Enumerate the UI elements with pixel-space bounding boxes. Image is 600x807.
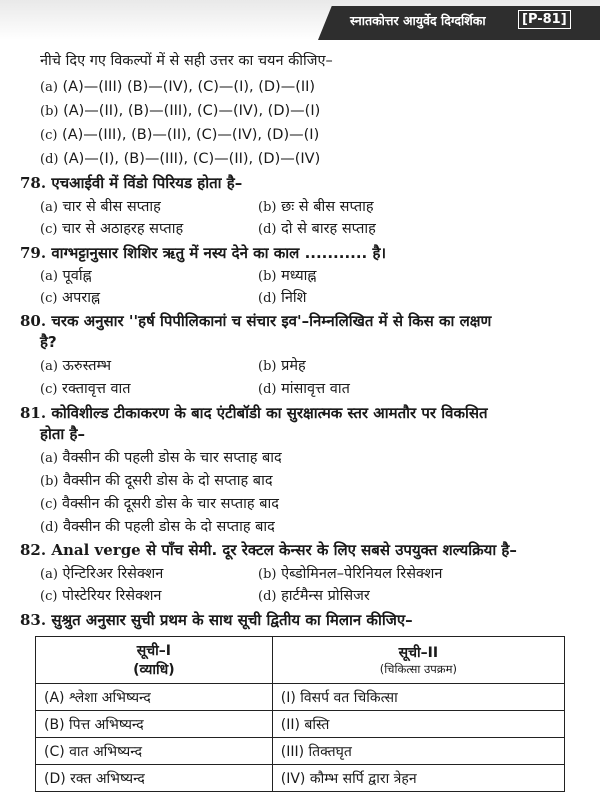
question-number: 79. <box>20 244 47 262</box>
question-82 <box>20 541 517 559</box>
q79-option-a <box>40 267 92 286</box>
table-cell: (III) तिक्तघृत <box>272 738 564 765</box>
option-text: ऐब्डोमिनल–पेरिनियल रिसेक्शन <box>281 566 443 582</box>
option-text: (A)—(III), (B)—(II), (C)—(IV), (D)—(I) <box>62 127 320 143</box>
table-cell: (I) विसर्प वत चिकित्सा <box>272 684 564 711</box>
question-78 <box>20 174 242 192</box>
option-label: (b) <box>40 474 59 489</box>
q81-option-d <box>40 518 275 537</box>
q78-option-a <box>40 198 161 217</box>
option-label: (c) <box>40 589 58 604</box>
option-text: दो से बारह सप्ताह <box>281 221 376 237</box>
option-label: (c) <box>40 222 58 237</box>
option-label: (a) <box>40 200 58 215</box>
q81-option-c <box>40 495 279 514</box>
q79-option-b <box>258 267 316 286</box>
q80-option-c <box>40 380 131 399</box>
option-label: (c) <box>40 382 58 397</box>
question-text: कोविशील्ड टीकाकरण के बाद एंटीबॉडी का सुरक्षात्मक स्तर आमतौर पर विकसित <box>51 404 488 422</box>
option-text: प्रमेह <box>281 358 306 374</box>
question-text-english: Anal verge <box>51 541 141 559</box>
column-subtitle: (चिकित्सा उपक्रम) <box>379 662 458 676</box>
question-83 <box>20 611 413 629</box>
question-number: 81. <box>20 404 47 422</box>
option-text: वैक्सीन की पहली डोस के चार सप्ताह बाद <box>62 450 282 466</box>
question-text: चरक अनुसार ''हर्ष पिपीलिकानां च संचार इव'–निम्नलिखित में से किस का लक्षण <box>51 312 492 330</box>
column-header-2 <box>272 637 564 684</box>
question-text: से पाँच सेमी. दूर रेक्टल केन्सर के लिए सबसे उपयुक्त शल्यक्रिया है– <box>145 541 517 559</box>
option-text: चार से बीस सप्ताह <box>62 199 161 215</box>
q82-option-a <box>40 565 163 584</box>
question-80-line2: है? <box>40 333 57 351</box>
q78-option-c <box>40 220 183 239</box>
column-title: सूची–II <box>398 645 439 661</box>
q78-option-b <box>258 198 374 217</box>
q81-option-a <box>40 449 282 468</box>
question-text: वाग्भट्टानुसार शिशिर ऋतु में नस्य देने का काल ........... है। <box>51 244 387 262</box>
column-header-1 <box>36 637 273 684</box>
table-row <box>36 711 565 738</box>
table-cell: (II) बस्ति <box>272 711 564 738</box>
option-text: वैक्सीन की पहली डोस के दो सप्ताह बाद <box>63 519 275 535</box>
table-cell: (C) वात अभिष्यन्द <box>36 738 273 765</box>
option-label: (a) <box>40 567 58 582</box>
q77-option-c <box>40 126 319 145</box>
question-text: एचआईवी में विंडो पिरियड होता है– <box>51 174 243 192</box>
q82-option-d <box>258 587 370 606</box>
q77-option-b <box>40 102 320 121</box>
option-text: मध्याह्न <box>281 268 317 284</box>
question-number: 83. <box>20 611 47 629</box>
option-text: मांसावृत्त वात <box>281 381 350 397</box>
option-label: (d) <box>40 520 59 535</box>
option-text: अपराह्न <box>62 290 101 306</box>
q77-option-d <box>40 150 320 169</box>
q77-option-a <box>40 78 315 97</box>
question-text: सुश्रुत अनुसार सुची प्रथम के साथ सूची द्वितीय का मिलान कीजिए– <box>51 611 413 629</box>
question-number: 82. <box>20 541 47 559</box>
column-subtitle: (व्याधि) <box>133 662 175 678</box>
table-header-row <box>36 637 565 684</box>
q81-option-b <box>40 472 273 491</box>
q77-instruction: नीचे दिए गए विकल्पों में से सही उत्तर का चयन कीजिए– <box>40 53 333 69</box>
column-title: सूची–I <box>136 643 171 659</box>
option-text: चार से अठाहरह सप्ताह <box>62 221 184 237</box>
option-label: (b) <box>258 567 277 582</box>
option-label: (d) <box>258 589 277 604</box>
table-cell: (D) रक्त अभिष्यन्द <box>36 765 273 792</box>
match-table <box>35 636 565 792</box>
option-text: निशि <box>281 290 307 306</box>
q78-option-d <box>258 220 376 239</box>
option-label: (b) <box>40 104 59 119</box>
option-label: (c) <box>40 291 58 306</box>
option-text: (A)—(I), (B)—(III), (C)—(II), (D)—(IV) <box>63 151 321 167</box>
option-text: ऐन्टिरिअर रिसेक्शन <box>62 566 164 582</box>
option-label: (c) <box>40 497 58 512</box>
option-label: (c) <box>40 128 58 143</box>
q80-option-b <box>258 357 306 376</box>
option-text: (A)—(II), (B)—(III), (C)—(IV), (D)—(I) <box>63 103 321 119</box>
table-cell: (A) श्लेशा अभिष्यन्द <box>36 684 273 711</box>
question-81 <box>20 404 488 422</box>
book-title: स्नातकोत्तर आयुर्वेद दिग्दर्शिका <box>350 13 486 28</box>
table-cell: (B) पित्त अभिष्यन्द <box>36 711 273 738</box>
option-label: (a) <box>40 451 58 466</box>
option-text: पूर्वाह्न <box>62 268 92 284</box>
table-cell: (IV) कौम्भ सर्पि द्वारा त्रेहन <box>272 765 564 792</box>
option-text: वैक्सीन की दूसरी डोस के दो सप्ताह बाद <box>63 473 273 489</box>
table-row <box>36 765 565 792</box>
q80-option-a <box>40 357 111 376</box>
question-number: 78. <box>20 174 47 192</box>
option-text: पोस्टेरियर रिसेक्शन <box>62 588 162 604</box>
q80-option-d <box>258 380 350 399</box>
q79-option-c <box>40 289 100 308</box>
option-label: (b) <box>258 269 277 284</box>
option-text: ऊरुस्तम्भ <box>62 358 112 374</box>
q79-option-d <box>258 289 307 308</box>
question-81-line2: होता है– <box>40 425 85 443</box>
option-label: (d) <box>258 291 277 306</box>
page-code: [P-81] <box>518 10 571 29</box>
option-label: (a) <box>40 80 58 95</box>
option-label: (d) <box>258 382 277 397</box>
option-text: वैक्सीन की दूसरी डोस के चार सप्ताह बाद <box>62 496 279 512</box>
option-label: (b) <box>258 359 277 374</box>
option-text: रक्तावृत्त वात <box>62 381 131 397</box>
table-row <box>36 738 565 765</box>
option-text: छः से बीस सप्ताह <box>281 199 374 215</box>
option-label: (d) <box>258 222 277 237</box>
option-text: हार्टमैन्स प्रोसिजर <box>281 588 370 604</box>
q82-option-b <box>258 565 442 584</box>
option-label: (d) <box>40 152 59 167</box>
option-label: (b) <box>258 200 277 215</box>
question-80 <box>20 312 491 330</box>
option-text: (A)—(III) (B)—(IV), (C)—(I), (D)—(II) <box>62 79 316 95</box>
question-79 <box>20 244 386 262</box>
table-row <box>36 684 565 711</box>
option-label: (a) <box>40 359 58 374</box>
option-label: (a) <box>40 269 58 284</box>
q82-option-c <box>40 587 161 606</box>
question-number: 80. <box>20 312 47 330</box>
